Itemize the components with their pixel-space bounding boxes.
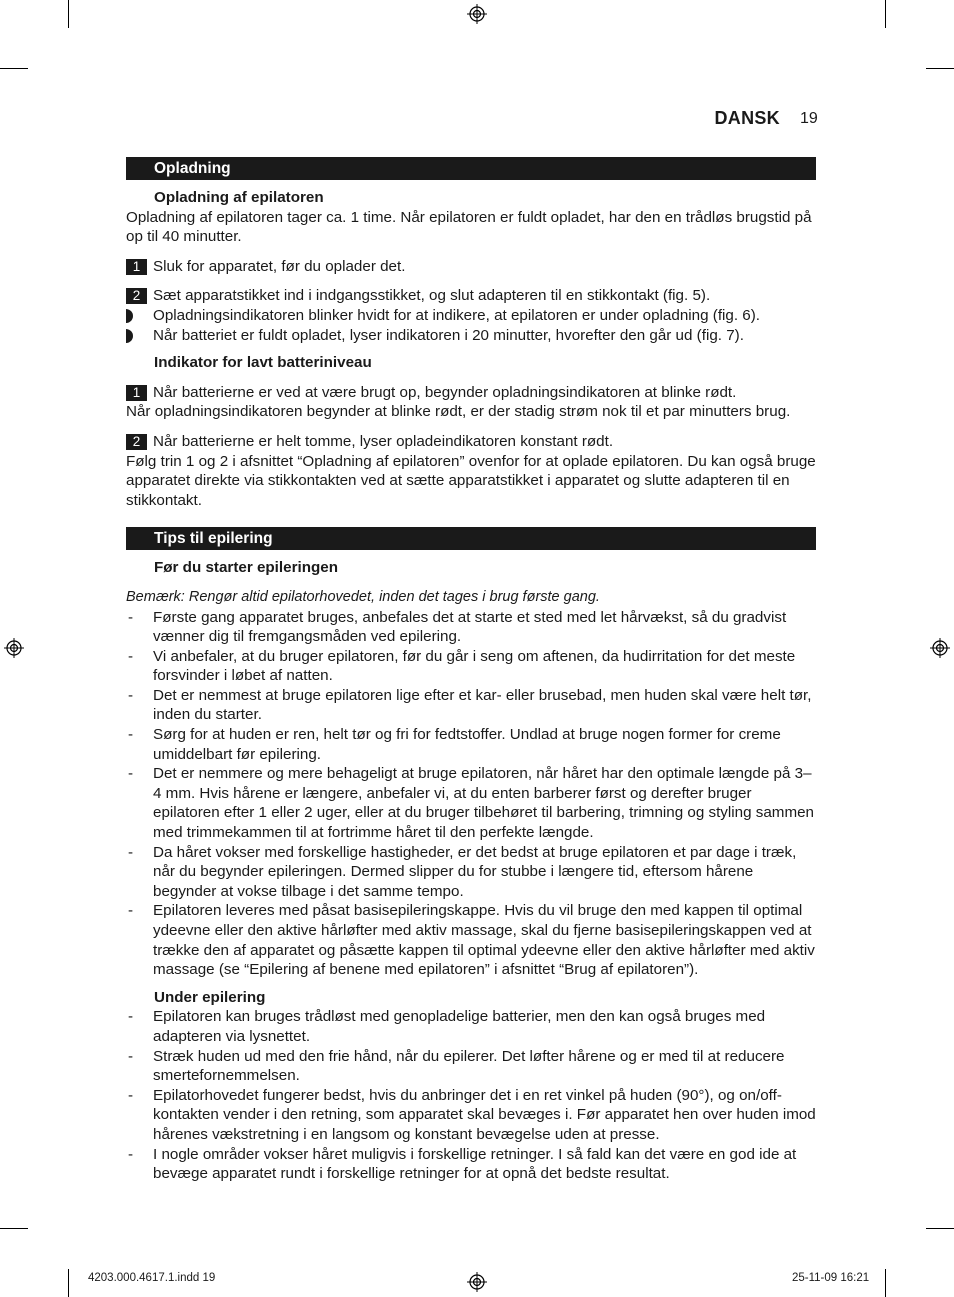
crop-mark bbox=[68, 1269, 69, 1297]
list-item bbox=[126, 1086, 816, 1145]
dash-bullet: - bbox=[128, 765, 134, 783]
registration-mark-icon bbox=[4, 638, 24, 658]
recharge-instructions: Følg trin 1 og 2 i afsnittet “Opladning af epilatoren” ovenfor for at oplade epilatoren. Du kan også bruge apparatet direkte via stikkontakten ved at sætte apparatstikket i apparatet og slutte adapteren til en stikkontakt. bbox=[126, 452, 816, 509]
tips-during-list bbox=[126, 1007, 816, 1183]
list-item bbox=[126, 1047, 816, 1086]
bullet-text: Når batteriet er fuldt opladet, lyser indikatoren i 20 minutter, hvorefter den går ud (fig. 7). bbox=[153, 326, 744, 344]
step-number: 1 bbox=[126, 259, 147, 275]
dash-bullet: - bbox=[128, 1008, 134, 1026]
list-item bbox=[126, 764, 816, 842]
subhead-before-epilating: Før du starter epileringen bbox=[154, 559, 338, 577]
list-item-text: Det er nemmere og mere behageligt at bruge epilatoren, når håret har den optimale længde på 3–4 mm. Hvis hårene er længere, anbefaler vi, at du enten barberer først og derefter bruger epilatoren efter 1 eller 2 uger, eller at du bruger tilbehøret til barbering, trimning og styling sammen med trimmekammen til at fortrimme håret til den perfekte længde. bbox=[153, 765, 814, 842]
dash-bullet: - bbox=[128, 726, 134, 744]
step-number: 1 bbox=[126, 385, 147, 401]
half-circle-bullet-icon bbox=[126, 326, 134, 349]
list-item bbox=[126, 647, 816, 686]
list-item bbox=[126, 608, 816, 647]
bullet-item bbox=[126, 326, 816, 346]
list-item-text: Det er nemmest at bruge epilatoren lige efter et kar- eller brusebad, men huden skal være helt tør, inden du starter. bbox=[153, 686, 812, 724]
dash-bullet: - bbox=[128, 902, 134, 920]
list-item-text: Epilatorhovedet fungerer bedst, hvis du anbringer det i en ret vinkel på huden (90°), og on/off-kontakten vender i den retning, som apparatet skal bevæges i. Før apparatet hen over huden imod hårenes vækstretning i en langsom og konstant bevægelse uden at presse. bbox=[153, 1086, 816, 1143]
crop-mark bbox=[926, 68, 954, 69]
page-content bbox=[126, 157, 816, 1184]
section-title-tips: Tips til epilering bbox=[126, 527, 816, 550]
registration-mark-icon bbox=[467, 1272, 487, 1292]
footer-date: 25-11-09 16:21 bbox=[792, 1272, 870, 1284]
crop-mark bbox=[0, 68, 28, 69]
dash-bullet: - bbox=[128, 647, 134, 665]
subhead-low-battery: Indikator for lavt batteriniveau bbox=[154, 354, 372, 372]
step-item bbox=[126, 383, 816, 403]
list-item-text: Epilatoren leveres med påsat basisepileringskappe. Hvis du vil bruge den med kappen til optimal ydeevne eller den aktive hårløfter med aktiv massage, skal du fjerne basisepileringskappen ved at trække den af apparatet og påsætte kappen til optimal ydeevne eller den aktive hårløfter med aktiv massage (se “Epilering af benene med epilatoren” i afsnittet “Brug af epilatoren”). bbox=[153, 902, 815, 979]
step-number: 2 bbox=[126, 434, 147, 450]
dash-bullet: - bbox=[128, 1145, 134, 1163]
crop-mark bbox=[68, 0, 69, 28]
crop-mark bbox=[926, 1228, 954, 1229]
step-text: Når batterierne er helt tomme, lyser opladeindikatoren konstant rødt. bbox=[153, 432, 614, 450]
section-title-charging: Opladning bbox=[126, 157, 816, 180]
registration-mark-icon bbox=[467, 4, 487, 24]
step-item bbox=[126, 432, 816, 452]
list-item bbox=[126, 1007, 816, 1046]
list-item bbox=[126, 1145, 816, 1184]
bullet-text: Opladningsindikatoren blinker hvidt for at indikere, at epilatoren er under opladning (fig. 6). bbox=[153, 306, 761, 324]
dash-bullet: - bbox=[128, 843, 134, 861]
list-item-text: Epilatoren kan bruges trådløst med genopladelige batterier, men den kan også bruges med adapteren via lysnettet. bbox=[153, 1008, 766, 1045]
registration-mark-icon bbox=[930, 638, 950, 658]
list-item bbox=[126, 843, 816, 902]
list-item-text: Sørg for at huden er ren, helt tør og fri for fedtstoffer. Undlad at bruge nogen former for creme umiddelbart før epilering. bbox=[153, 726, 781, 763]
step-text: Når batterierne er ved at være brugt op, begynder opladningsindikatoren at blinke rødt. bbox=[153, 383, 737, 401]
step-number: 2 bbox=[126, 288, 147, 304]
subhead-charging-epilator: Opladning af epilatoren bbox=[154, 189, 324, 206]
charging-intro: Opladning af epilatoren tager ca. 1 time. Når epilatoren er fuldt opladet, har den en trådløs brugstid på op til 40 minutter. bbox=[126, 208, 812, 246]
page-language: DANSK bbox=[714, 108, 780, 128]
list-item bbox=[126, 901, 816, 979]
bullet-item bbox=[126, 306, 816, 326]
list-item-text: I nogle områder vokser håret muligvis i forskellige retninger. I så fald kan det være en god ide at bevæge apparatet rundt i forskellige retninger for at opnå det bedste resultat. bbox=[153, 1145, 797, 1183]
note-text: Bemærk: Rengør altid epilatorhovedet, inden det tages i brug første gang. bbox=[126, 588, 600, 605]
list-item-text: Vi anbefaler, at du bruger epilatoren, før du går i seng om aftenen, da hudirritation for det meste forsvinder i løbet af natten. bbox=[153, 647, 796, 685]
crop-mark bbox=[885, 1269, 886, 1297]
page-number: 19 bbox=[800, 110, 818, 127]
dash-bullet: - bbox=[128, 686, 134, 704]
footer-file-info: 4203.000.4617.1.indd 19 bbox=[88, 1272, 216, 1284]
dash-bullet: - bbox=[128, 608, 134, 626]
subhead-during-epilation: Under epilering bbox=[154, 988, 266, 1006]
low-battery-note: Når opladningsindikatoren begynder at blinke rødt, er der stadig strøm nok til et par minutters brug. bbox=[126, 403, 791, 421]
step-item bbox=[126, 286, 816, 306]
list-item bbox=[126, 686, 816, 725]
list-item bbox=[126, 725, 816, 764]
dash-bullet: - bbox=[128, 1086, 134, 1104]
list-item-text: Da håret vokser med forskellige hastigheder, er det bedst at bruge epilatoren et par dage i træk, når du begynder epileringen. Dermed slipper du for stubbe i længere tid, eftersom hårene begynder at vokse tilbage i det samme tempo. bbox=[153, 843, 797, 900]
crop-mark bbox=[885, 0, 886, 28]
tips-before-list bbox=[126, 608, 816, 980]
crop-mark bbox=[0, 1228, 28, 1229]
step-text: Sluk for apparatet, før du oplader det. bbox=[153, 257, 406, 275]
list-item-text: Første gang apparatet bruges, anbefales det at starte et sted med let hårvækst, så du gradvist vænner dig til fremgangsmåden ved epilering. bbox=[153, 608, 787, 646]
list-item-text: Stræk huden ud med den frie hånd, når du epilerer. Det løfter hårene og er med til at reducere smertefornemmelsen. bbox=[153, 1047, 785, 1085]
dash-bullet: - bbox=[128, 1047, 134, 1065]
step-text: Sæt apparatstikket ind i indgangsstikket, og slut adapteren til en stikkontakt (fig. 5). bbox=[153, 287, 711, 305]
step-item bbox=[126, 257, 816, 277]
